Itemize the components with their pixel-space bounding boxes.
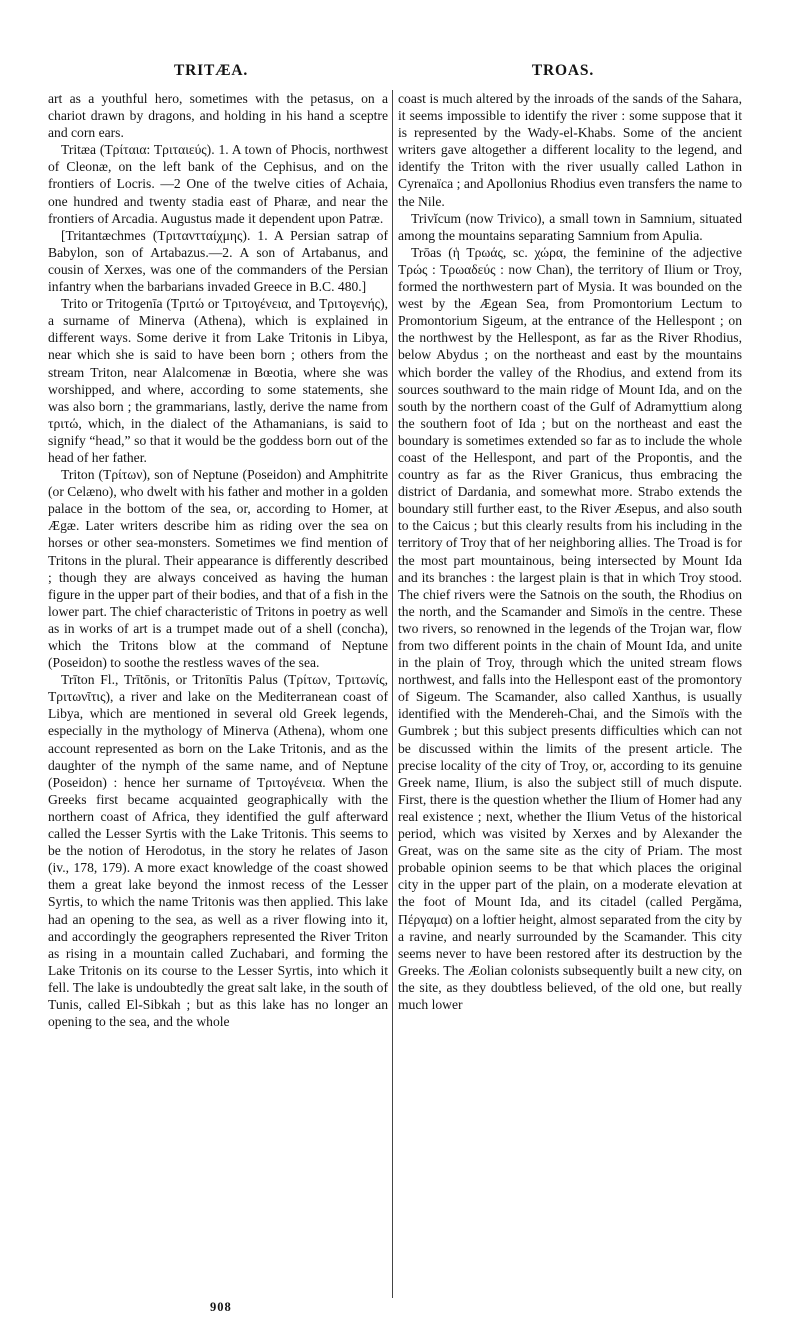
entry-paragraph: art as a youthful hero, sometimes with the petasus, on a chariot drawn by dragons, and holding in his hand a sceptre and corn ears. xyxy=(48,91,388,141)
entry-trito: Trito or Tritogenīa (Τριτώ or Τριτογένεια, and Τριτογενής), a surname of Minerva (Athena), which is explained in different ways. Some derive it from Lake Tritonis in Libya, near which she is said to have been born ; others from the stream Triton, near Alalcomenæ in Bœotia, where she was worshipped, and where, according to some statements, she was also born ; the grammarians, lastly, derive the name from τριτώ, which, in the dialect of the Athamanians, is said to signify “head,” so that it would be the goddess born out of the head of her father. xyxy=(48,296,388,465)
page-number: 908 xyxy=(210,1300,232,1314)
entry-tritantaechmes: [Tritantæchmes (Τριταντταίχμης). 1. A Persian satrap of Babylon, son of Artabazus.—2. A son of Artabanus, and cousin of Xerxes, was one of the commanders of the Persian infantry when the barbarians invaded Greece in B.C. 480.] xyxy=(48,227,388,295)
entry-tritaea: Tritæa (Τρίταια: Τριταιεύς). 1. A town of Phocis, northwest of Cleonæ, on the left bank of the Cephisus, and on the frontiers of Locris. —2 One of the twelve cities of Achaia, one hundred and twenty stadia east of Pharæ, and near the frontiers of Arcadia. Augustus made it dependent upon Patræ. xyxy=(48,142,388,226)
left-column xyxy=(48,90,388,1298)
entry-triton: Triton (Τρίτων), son of Neptune (Poseidon) and Amphitrite (or Celæno), who dwelt with his father and mother in a golden palace in the bottom of the sea, or, according to Homer, at Ægæ. Later writers describe him as riding over the sea on horses or other sea-monsters. Sometimes we find mention of Tritons in the plural. Their appearance is differently described ; though they are always conceived as having the human figure in the upper part of their bodies, and that of a fish in the lower part. The chief characteristic of Tritons in poetry as well as in works of art is a trumpet made out of a shell (concha), which the Tritons blow at the command of Neptune (Poseidon) to soothe the restless waves of the sea. xyxy=(48,467,388,671)
entry-trivicum: Trivĭcum (now Trivico), a small town in Samnium, situated among the mountains separating Samnium from Apulia. xyxy=(398,210,742,243)
header-right-word: TROAS. xyxy=(531,62,594,79)
entry-paragraph: coast is much altered by the inroads of the sands of the Sahara, it seems impossible to identify the river : some suppose that it is represented by the Wady-el-Khabs. Some of the ancient writers gave altogether a different locality to the legend, and identify the Triton with the river usually called Lathon in Cyrenaïca ; and Apollonius Rhodius even transfers the name to the Nile. xyxy=(398,91,742,209)
running-header xyxy=(48,62,756,84)
right-column xyxy=(398,90,742,1298)
entry-troas: Trōas (ἡ Τρωάς, sc. χώρα, the feminine of the adjective Τρώς : Τρωαδεύς : now Chan), the territory of Ilium or Troy, formed the northwestern part of Mysia. It was bounded on the west by the Ægean Sea, from Promontorium Lectum to Promontorium Sigeum, at the entrance of the Hellespont ; on the northwest by the Hellespont, as far as the River Rhodius, below Abydus ; on the northeast and east by the mountains which border the valley of the Rhodius, and extend from its sources southward to the main ridge of Mount Ida, and on the south by the northern coast of the Gulf of Adramyttium along the southern foot of Ida ; but on the northeast and east the boundary is sometimes extended so far as to include the whole coast of the Hellespont, and part of the Propontis, and the country as far as the River Granicus, thus embracing the district of Dardania, and somewhat more. Strabo extends the boundary still further east, to the River Æsepus, and also south to the Caicus ; but this clearly results from his including in the territory of Troy that of her neighboring allies. The Troad is for the most part mountainous, being intersected by Mount Ida and its branches : the largest plain is that in which Troy stood. The chief rivers were the Satnois on the south, the Rhodius on the north, and the Scamander and Simoïs in the centre. These two rivers, so renowned in the legends of the Trojan war, flow from two different points in the chain of Mount Ida, and unite in the plain of Troy, through which the united stream flows northwest, and falls into the Hellespont east of the promontory of Sigeum. The Scamander, also called Xanthus, is usually identified with the Mendereh-Chai, and the Simoïs with the Gumbrek ; but this subject presents difficulties which can not be discussed within the limits of the present article. The precise locality of the city of Troy, or, according to its genuine Greek name, Ilium, is also the subject still of much dispute. First, there is the question whether the Ilium of Homer had any real existence ; next, whether the Ilium Vetus of the historical period, which was visited by Xerxes and by Alexander the Great, was on the same site as the city of Priam. The most probable opinion seems to be that which places the original city in the upper part of the plain, on a moderate elevation at the foot of Mount Ida, and its citadel (called Pergăma, Πέργαμα) on a loftier height, almost separated from the city by a ravine, and nearly surrounded by the Scamander. This city seems never to have been restored after its destruction by the Greeks. The Æolian colonists subsequently built a new city, on the site, as they doubtless believed, of the old one, but really much lower xyxy=(398,244,742,1012)
entry-triton-fl: Trīton Fl., Trītōnis, or Tritonītis Palus (Τρίτων, Τριτωνίς, Τριτωνῖτις), a river and lake on the Mediterranean coast of Libya, which are mentioned in several old Greek legends, especially in the mythology of Minerva (Athena), whom one account represented as born on the Lake Tritonis, and as the daughter of the nymph of the same name, and of Neptune (Poseidon) : hence her surname of Τριτογένεια. When the Greeks first became acquainted geographically with the northern coast of Africa, they identified the gulf afterward called the Lesser Syrtis with the Lake Tritonis. This seems to be the notion of Herodotus, in the story he relates of Jason (iv., 178, 179). A more exact knowledge of the coast showed them a great lake beyond the inmost recess of the Lesser Syrtis, to which the name Tritonis was then applied. This lake had an opening to the sea, as well as a river flowing into it, and accordingly the geographers represented the River Triton as rising in a mountain called Zuchabari, and forming the Lake Tritonis on its course to the Lesser Syrtis, into which it fell. The lake is undoubtedly the great salt lake, in the south of Tunis, called El-Sibkah ; but as this lake has no longer an opening to the sea, and the whole xyxy=(48,672,388,1030)
column-divider xyxy=(392,90,393,1298)
header-left-word: TRITÆA. xyxy=(174,62,249,79)
